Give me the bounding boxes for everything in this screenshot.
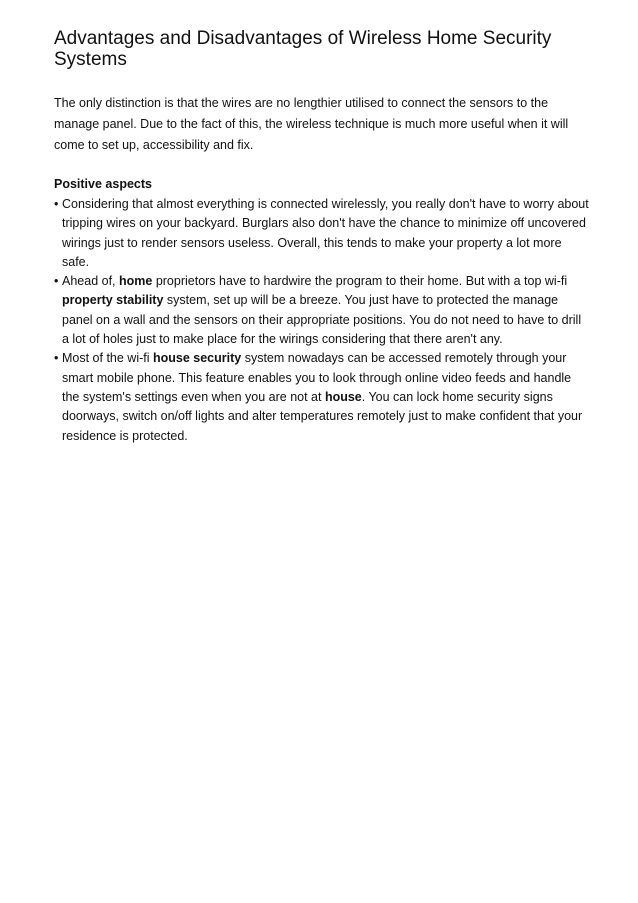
bold-keyword: house security — [153, 351, 242, 366]
bullet-text-part: system nowadays can be accessed remotely through your smart mobile phone. This feature enables you to look through online video feeds and handle the system's settings even when you are not at — [62, 351, 572, 404]
bold-keyword: home — [119, 274, 153, 289]
bold-keyword: house — [324, 389, 362, 404]
bold-keyword: property stability — [62, 293, 164, 308]
document-page — [54, 28, 590, 446]
list-item — [54, 349, 590, 445]
bullet-text-part: proprietors have to hardwire the program to their home. But with a top wi-fi — [152, 274, 568, 289]
bullet-text-part: . You can lock home security signs doorways, switch on/off lights and alter temperatures remotely just to make confident that your residence is protected. — [62, 389, 583, 443]
bullet-icon: • — [54, 197, 59, 211]
bullet-text-part: Most of the wi-fi — [62, 351, 153, 366]
bullet-text: Considering that almost everything is connected wirelessly, you really don't have to worry about tripping wires on your backyard. Burglars also don't have the chance to minimize off uncovered wirings just to render sensors useless. Overall, this tends to make your property a lot more safe. — [62, 197, 589, 269]
list-item — [54, 272, 590, 349]
bullet-text-part: Ahead of, — [62, 274, 119, 289]
section-heading-positive-aspects: Positive aspects — [54, 177, 152, 191]
bullet-icon: • — [54, 274, 59, 289]
bullet-text-part: system, set up will be a breeze. You just have to protected the manage panel on a wall and the sensors on their appropriate positions. You do not need to have to drill a lot of holes just to make place for the wirings considering that there aren't any. — [62, 293, 582, 347]
positive-aspects-list — [54, 195, 590, 446]
bullet-icon: • — [54, 351, 59, 366]
intro-paragraph: The only distinction is that the wires are no lengthier utilised to connect the sensors to the manage panel. Due to the fact of this, the wireless technique is much more useful when it will come to set up, accessibility and fix. — [54, 96, 569, 152]
list-item — [54, 195, 590, 272]
document-title: Advantages and Disadvantages of Wireless Home Security Systems — [54, 28, 552, 70]
